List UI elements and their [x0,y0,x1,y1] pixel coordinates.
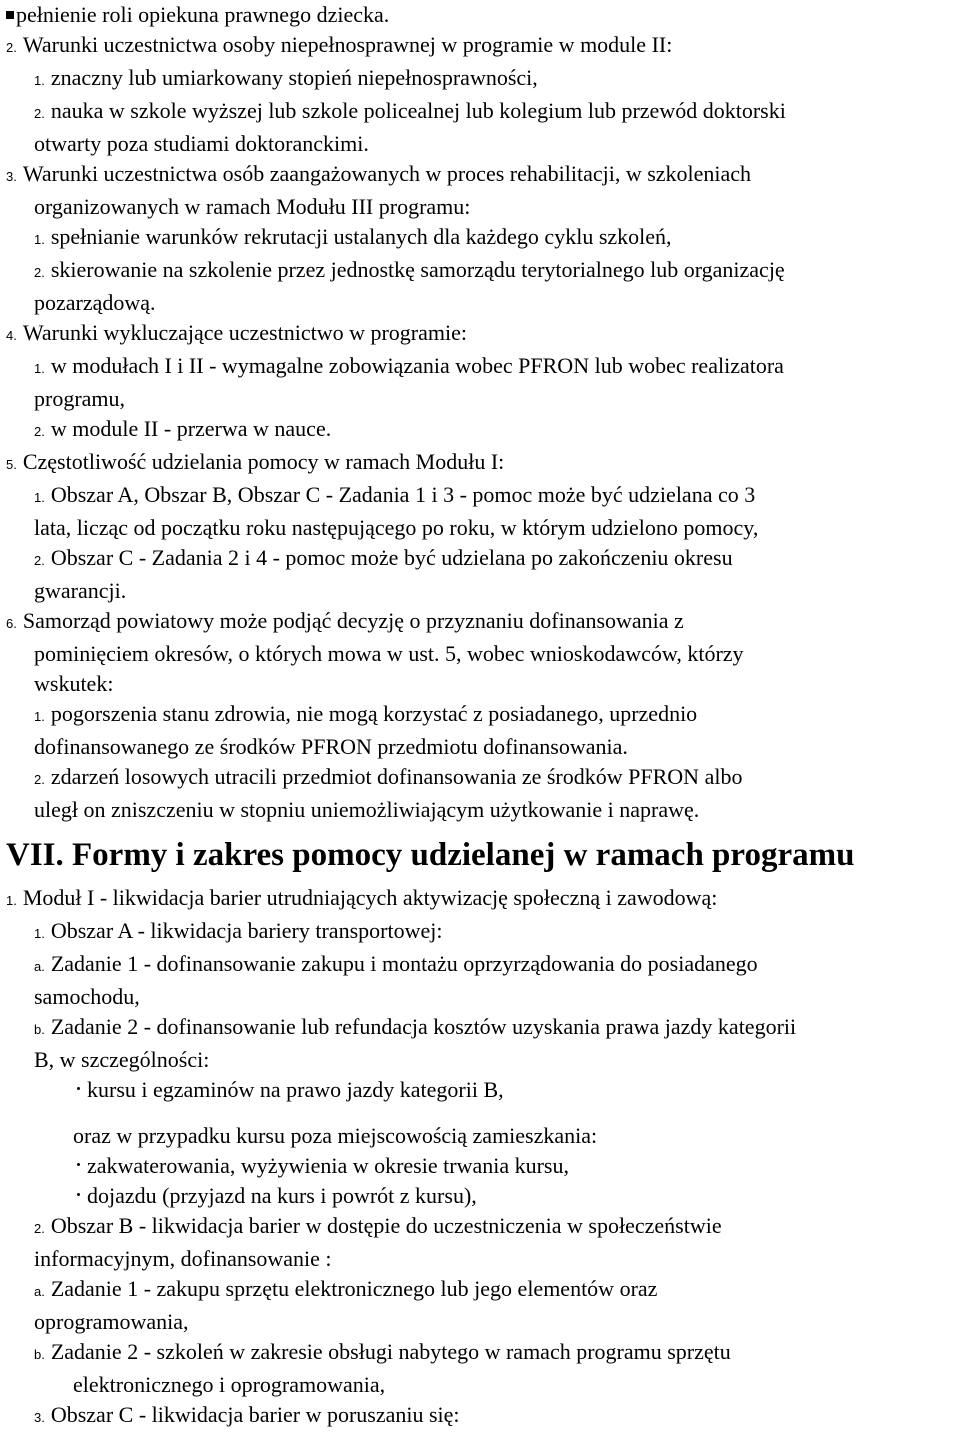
list-item: 3. Warunki uczestnictwa osób zaangażowanych w proces rehabilitacji, w szkoleniach [6,161,752,186]
list-item-continuation: B, w szczególności: [34,1047,210,1072]
list-item: 2. zdarzeń losowych utracili przedmiot dofinansowania ze środków PFRON albo [34,764,743,789]
list-item-continuation: programu, [34,386,126,411]
list-item-continuation: pozarządową. [34,290,156,315]
dot-bullet-icon [77,1193,80,1196]
list-item: b. Zadanie 2 - dofinansowanie lub refundacja kosztów uzyskania prawa jazdy kategorii [34,1014,797,1039]
list-item: 2. Warunki uczestnictwa osoby niepełnosprawnej w programie w module II: [6,32,673,57]
list-item: 6. Samorząd powiatowy może podjąć decyzję o przyznaniu dofinansowania z [6,608,684,633]
list-item-continuation: samochodu, [34,984,140,1009]
list-item: 1. Moduł I - likwidacja barier utrudniających aktywizację społeczną i zawodową: [6,885,718,910]
list-item-continuation: wskutek: [34,671,114,696]
list-item: 1. w modułach I i II - wymagalne zobowiązania wobec PFRON lub wobec realizatora [34,353,784,378]
list-item-continuation: elektronicznego i oprogramowania, [73,1372,386,1397]
list-item: 2. Obszar C - Zadania 2 i 4 - pomoc może być udzielana po zakończeniu okresu [34,545,733,570]
list-item-continuation: oprogramowania, [34,1309,189,1334]
list-item: 3. Obszar C - likwidacja barier w poruszaniu się: [34,1402,460,1427]
list-item: 1. znaczny lub umiarkowany stopień niepełnosprawności, [34,65,538,90]
list-item: 4. Warunki wykluczające uczestnictwo w programie: [6,320,468,345]
bullet-item: zakwaterowania, wyżywienia w okresie trwania kursu, [77,1151,960,1181]
list-item-continuation: lata, licząc od początku roku następującego po roku, w którym udzielono pomocy, [34,515,759,540]
list-item: a. Zadanie 1 - dofinansowanie zakupu i montażu oprzyrządowania do posiadanego [34,951,758,976]
list-item: 1. spełnianie warunków rekrutacji ustalanych dla każdego cyklu szkoleń, [34,224,672,249]
list-item: b. Zadanie 2 - szkoleń w zakresie obsługi nabytego w ramach programu sprzętu [34,1339,731,1364]
list-item: 2. skierowanie na szkolenie przez jednostkę samorządu terytorialnego lub organizację [34,257,785,282]
list-item-continuation: otwarty poza studiami doktoranckimi. [34,131,369,156]
square-bullet-icon [6,11,14,19]
section-heading: VII. Formy i zakres pomocy udzielanej w ramach programu [6,837,855,873]
list-item: 2. w module II - przerwa w nauce. [34,416,332,441]
list-item: 1. Obszar A, Obszar B, Obszar C - Zadania 1 i 3 - pomoc może być udzielana co 3 [34,482,756,507]
bullet-item: dojazdu (przyjazd na kurs i powrót z kursu), [77,1181,960,1211]
list-item: pełnienie roli opiekuna prawnego dziecka. [6,0,960,30]
list-item: a. Zadanie 1 - zakupu sprzętu elektronicznego lub jego elementów oraz [34,1276,658,1301]
list-item: 1. pogorszenia stanu zdrowia, nie mogą korzystać z posiadanego, uprzednio [34,701,698,726]
bullet-item: kursu i egzaminów na prawo jazdy kategorii B, [77,1075,960,1105]
list-item: 2. Obszar B - likwidacja barier w dostępie do uczestniczenia w społeczeństwie [34,1213,722,1238]
list-item: 2. nauka w szkole wyższej lub szkole policealnej lub kolegium lub przewód doktorski [34,98,786,123]
dot-bullet-icon [77,1087,80,1090]
list-item-continuation: dofinansowanego ze środków PFRON przedmiotu dofinansowania. [34,734,628,759]
list-item: 5. Częstotliwość udzielania pomocy w ramach Modułu I: [6,449,505,474]
list-item-continuation: organizowanych w ramach Modułu III programu: [34,194,471,219]
dot-bullet-icon [77,1163,80,1166]
paragraph: oraz w przypadku kursu poza miejscowością zamieszkania: [73,1123,598,1148]
list-item: 1. Obszar A - likwidacja bariery transportowej: [34,918,443,943]
list-item-continuation: informacyjnym, dofinansowanie : [34,1246,332,1271]
list-item-continuation: gwarancji. [34,578,127,603]
list-item-continuation: uległ on zniszczeniu w stopniu uniemożliwiającym użytkowanie i naprawę. [34,797,700,822]
list-item-continuation: pominięciem okresów, o których mowa w ust. 5, wobec wnioskodawców, którzy [34,641,744,666]
